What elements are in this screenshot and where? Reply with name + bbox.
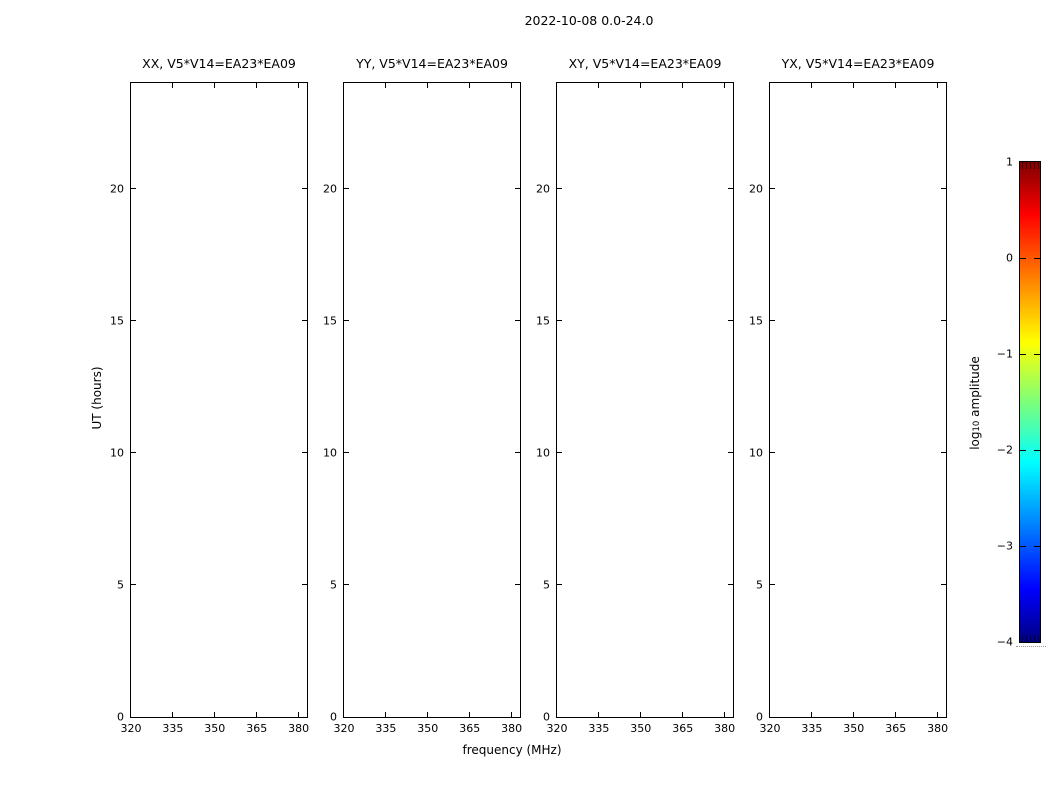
y-tick	[770, 584, 775, 585]
x-tick	[385, 712, 386, 717]
y-tick	[770, 188, 775, 189]
y-tick-label: 20	[749, 182, 763, 196]
x-tick	[811, 83, 812, 88]
plot-panel-yx	[749, 82, 949, 735]
x-tick	[682, 712, 683, 717]
y-tick-label: 10	[536, 446, 550, 460]
plot-panel-xy	[536, 82, 736, 735]
colorbar-tick	[1020, 354, 1026, 355]
y-tick	[344, 452, 349, 453]
figure-title: 2022-10-08 0.0-24.0	[524, 13, 654, 28]
x-tick-label: 320	[759, 722, 781, 735]
x-tick	[682, 83, 683, 88]
x-tick	[724, 712, 725, 717]
y-tick-label: 0	[756, 710, 763, 724]
x-tick	[385, 83, 386, 88]
x-tick-label: 380	[501, 722, 523, 735]
y-tick-label: 10	[749, 446, 763, 460]
y-tick	[302, 452, 307, 453]
x-tick	[298, 712, 299, 717]
y-tick-label: 5	[330, 578, 337, 592]
y-tick-label: 15	[323, 314, 337, 328]
x-tick-label: 320	[333, 722, 355, 735]
y-tick-label: 0	[330, 710, 337, 724]
x-tick	[511, 83, 512, 88]
y-tick	[941, 188, 946, 189]
y-tick	[770, 452, 775, 453]
x-tick	[511, 712, 512, 717]
panel-title-xx: XX, V5*V14=EA23*EA09	[142, 56, 296, 71]
x-tick	[598, 83, 599, 88]
y-tick-label: 5	[756, 578, 763, 592]
y-tick	[728, 584, 733, 585]
y-tick	[557, 188, 562, 189]
colorbar-tick	[1020, 450, 1026, 451]
y-tick	[557, 584, 562, 585]
y-tick	[941, 584, 946, 585]
x-tick-label: 365	[246, 722, 268, 735]
y-tick	[344, 188, 349, 189]
x-tick	[256, 83, 257, 88]
y-tick-label: 0	[543, 710, 550, 724]
x-tick	[640, 712, 641, 717]
x-tick	[895, 712, 896, 717]
y-tick-label: 20	[536, 182, 550, 196]
y-tick-label: 20	[323, 182, 337, 196]
y-tick-label: 10	[110, 446, 124, 460]
x-tick	[937, 83, 938, 88]
x-tick-label: 335	[162, 722, 184, 735]
y-tick-label: 5	[117, 578, 124, 592]
colorbar-tick-label: −2	[996, 443, 1013, 457]
y-tick-label: 15	[749, 314, 763, 328]
plot-panel-yy	[323, 82, 523, 735]
plot-panel-xx	[110, 82, 310, 735]
x-tick-label: 350	[204, 722, 226, 735]
x-tick	[853, 83, 854, 88]
panel-title-yy: YY, V5*V14=EA23*EA09	[356, 56, 508, 71]
colorbar-tick-label: 0	[1006, 251, 1013, 265]
x-tick	[214, 83, 215, 88]
x-tick	[724, 83, 725, 88]
x-tick-label: 335	[375, 722, 397, 735]
colorbar-tick	[1034, 450, 1040, 451]
panel-title-yx: YX, V5*V14=EA23*EA09	[781, 56, 935, 71]
x-tick-label: 320	[120, 722, 142, 735]
x-tick	[172, 83, 173, 88]
x-tick-label: 365	[885, 722, 907, 735]
y-tick	[941, 320, 946, 321]
y-tick	[728, 320, 733, 321]
x-tick	[427, 712, 428, 717]
x-tick	[214, 712, 215, 717]
x-tick	[427, 83, 428, 88]
colorbar-tick	[1034, 258, 1040, 259]
y-tick	[131, 584, 136, 585]
colorbar-top-comb	[1022, 162, 1039, 169]
x-tick-label: 365	[672, 722, 694, 735]
y-tick	[515, 452, 520, 453]
colorbar	[996, 155, 1041, 649]
y-tick-label: 15	[536, 314, 550, 328]
x-tick	[298, 83, 299, 88]
y-tick	[770, 320, 775, 321]
x-tick	[811, 712, 812, 717]
y-tick	[131, 452, 136, 453]
x-tick-label: 365	[459, 722, 481, 735]
x-tick	[256, 712, 257, 717]
colorbar-tick	[1020, 258, 1026, 259]
x-tick-label: 335	[801, 722, 823, 735]
x-tick-label: 350	[630, 722, 652, 735]
x-tick	[853, 712, 854, 717]
x-tick	[895, 83, 896, 88]
y-tick	[728, 452, 733, 453]
x-tick	[469, 712, 470, 717]
y-tick-label: 10	[323, 446, 337, 460]
x-tick-label: 335	[588, 722, 610, 735]
x-tick-label: 380	[927, 722, 949, 735]
y-tick-label: 5	[543, 578, 550, 592]
y-tick	[302, 320, 307, 321]
y-tick	[515, 188, 520, 189]
colorbar-tick-label: −4	[996, 635, 1013, 649]
y-tick	[557, 320, 562, 321]
y-tick-label: 20	[110, 182, 124, 196]
y-tick	[728, 188, 733, 189]
y-tick	[344, 584, 349, 585]
colorbar-tick	[1034, 546, 1040, 547]
colorbar-tick-label: −1	[996, 347, 1013, 361]
colorbar-tick-label: −3	[996, 539, 1013, 553]
x-tick	[172, 712, 173, 717]
colorbar-tick-label: 1	[1006, 155, 1013, 169]
y-tick	[131, 188, 136, 189]
x-tick-label: 350	[417, 722, 439, 735]
colorbar-bottom-dotted-line	[1016, 646, 1046, 647]
y-tick	[515, 584, 520, 585]
y-tick	[302, 188, 307, 189]
y-tick-label: 15	[110, 314, 124, 328]
y-tick-label: 0	[117, 710, 124, 724]
panel-title-xy: XY, V5*V14=EA23*EA09	[568, 56, 722, 71]
x-axis-label: frequency (MHz)	[462, 743, 562, 757]
x-tick-label: 320	[546, 722, 568, 735]
y-tick	[941, 452, 946, 453]
x-tick	[937, 712, 938, 717]
x-tick-label: 380	[714, 722, 736, 735]
y-tick	[302, 584, 307, 585]
colorbar-axis-label: log10 amplitude	[968, 356, 982, 450]
x-tick-label: 350	[843, 722, 865, 735]
x-tick	[640, 83, 641, 88]
y-tick	[515, 320, 520, 321]
colorbar-tick	[1034, 354, 1040, 355]
y-tick	[557, 452, 562, 453]
y-tick	[344, 320, 349, 321]
colorbar-tick	[1020, 546, 1026, 547]
x-tick	[598, 712, 599, 717]
colorbar-bottom-comb	[1022, 635, 1039, 642]
x-tick-label: 380	[288, 722, 310, 735]
x-tick	[469, 83, 470, 88]
y-axis-label: UT (hours)	[90, 366, 104, 430]
y-tick	[131, 320, 136, 321]
